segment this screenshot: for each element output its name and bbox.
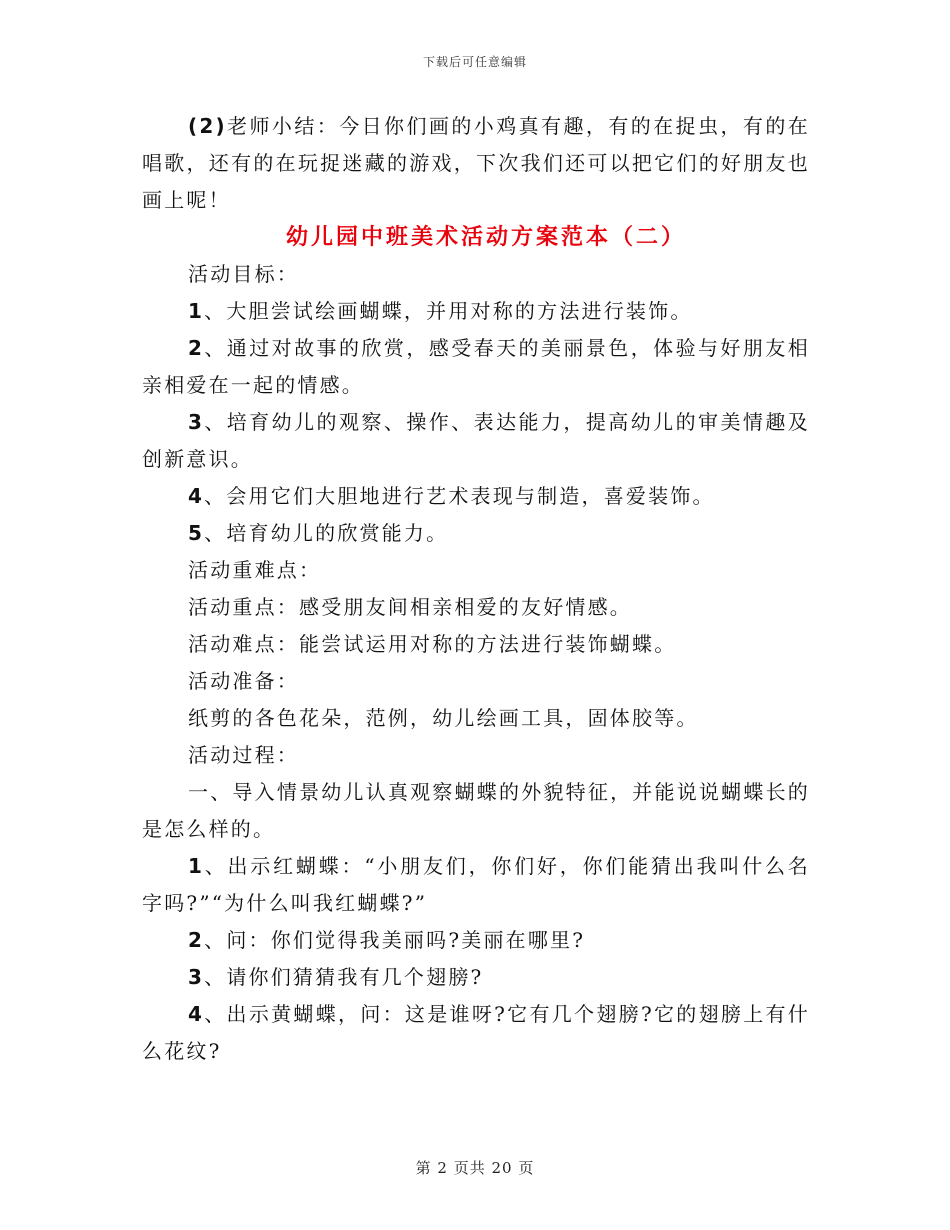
preparation-heading: 活动准备： [188,669,299,693]
paragraph-text: 老师小结：今日你们画的小鸡真有趣，有的在捉虫，有的在唱歌，还有的在玩捉迷藏的游戏，下次我们还可以把它们的好朋友也画上呢！ [142,114,810,212]
goal-item [142,515,810,552]
page-header: 下载后可任意编辑 [422,55,527,69]
section-title: 幼儿园中班美术活动方案范本（二） [285,224,686,250]
item-number: 2 [188,336,205,360]
item-number: 3 [188,410,205,434]
page-footer: 第 2 页共 20 页 [415,1159,535,1177]
item-text: 、出示黄蝴蝶，问：这是谁呀?它有几个翅膀?它的翅膀上有什么花纹? [142,1002,810,1063]
item-number: 1 [188,854,205,878]
process-item [142,996,810,1070]
item-number: 3 [188,965,205,989]
process-heading: 活动过程： [188,743,299,767]
summary-paragraph [142,108,810,219]
item-text: 、出示红蝴蝶：“小朋友们，你们好，你们能猜出我叫什么名字吗?”“为什么叫我红蝴蝶?” [142,854,810,915]
item-number: (2) [188,114,227,138]
item-text: 、培育幼儿的欣赏能力。 [204,521,449,545]
process-item [142,848,810,922]
process-item [142,959,810,996]
preparation-text: 纸剪的各色花朵，范例，幼儿绘画工具，固体胶等。 [188,706,699,730]
item-text: 、会用它们大胆地进行艺术表现与制造，喜爱装饰。 [204,484,715,508]
item-number: 4 [188,484,205,508]
item-number: 4 [188,1002,205,1026]
key-difficulty-heading: 活动重难点： [188,558,322,582]
goal-item [142,478,810,515]
item-text: 、通过对故事的欣赏，感受春天的美丽景色，体验与好朋友相亲相爱在一起的情感。 [142,336,810,397]
key-point: 活动重点：感受朋友间相亲相爱的友好情感。 [188,595,632,619]
item-text: 、问：你们觉得我美丽吗?美丽在哪里? [204,928,586,952]
process-step: 一、导入情景幼儿认真观察蝴蝶的外貌特征，并能说说蝴蝶长的是怎么样的。 [142,780,810,841]
process-item [142,922,810,959]
goal-item [142,293,810,330]
difficult-point: 活动难点：能尝试运用对称的方法进行装饰蝴蝶。 [188,632,677,656]
item-number: 2 [188,928,205,952]
goal-item [142,404,810,478]
goal-item [142,330,810,404]
item-number: 5 [188,521,205,545]
item-text: 、培育幼儿的观察、操作、表达能力，提高幼儿的审美情趣及创新意识。 [142,410,810,471]
item-text: 、大胆尝试绘画蝴蝶，并用对称的方法进行装饰。 [204,299,693,323]
document-body [142,108,810,1070]
item-number: 1 [188,299,205,323]
item-text: 、请你们猜猜我有几个翅膀? [204,965,484,989]
goal-heading: 活动目标： [188,262,299,286]
